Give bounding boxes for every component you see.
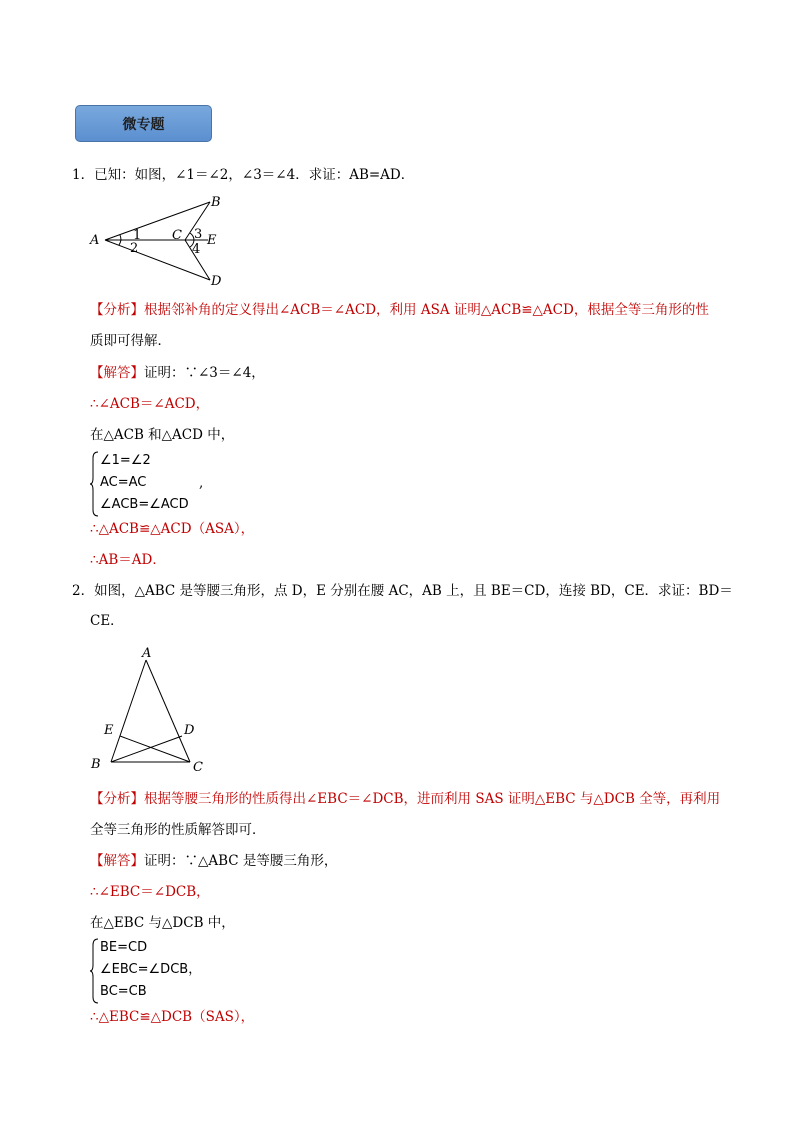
q2-solution bbox=[90, 852, 337, 870]
q1-step4: ∴AB＝AD． bbox=[90, 552, 166, 568]
q1-sys-line1: ∠1=∠2 bbox=[100, 453, 151, 468]
q1-sys-line3: ∠ACB=∠ACD bbox=[100, 497, 189, 512]
q2-brace bbox=[89, 938, 99, 1004]
q2-analysis-line1: 【分析】根据等腰三角形的性质得出∠EBC＝∠DCB，进而利用 SAS 证明△EBC 与△DCB 全等，再利用 bbox=[90, 791, 721, 807]
q1-angle-4: 4 bbox=[192, 242, 201, 257]
q1-label-C: C bbox=[172, 228, 182, 243]
q1-sys-line2: AC=AC bbox=[100, 475, 147, 490]
q2-stem-line2: CE． bbox=[90, 613, 124, 629]
q1-angle-1: 1 bbox=[133, 228, 142, 243]
q2-analysis-line2: 全等三角形的性质解答即可． bbox=[90, 822, 266, 838]
q1-step1: ∴∠ACB＝∠ACD， bbox=[90, 396, 210, 412]
q2-step1: ∴∠EBC＝∠DCB， bbox=[90, 884, 210, 900]
q2-solution-text: 证明：∵△ABC 是等腰三角形， bbox=[144, 853, 338, 869]
q1-solution-text: 证明：∵∠3＝∠4， bbox=[144, 365, 265, 381]
q2-sys-line3: BC=CB bbox=[100, 984, 147, 999]
q2-step2: 在△EBC 与△DCB 中， bbox=[90, 915, 235, 931]
q1-stem: 1．已知：如图，∠1＝∠2，∠3＝∠4．求证：AB=AD． bbox=[72, 167, 415, 183]
q1-analysis-line2: 质即可得解． bbox=[90, 333, 171, 349]
q1-label-E: E bbox=[207, 233, 217, 248]
q2-sys-line2: ∠EBC=∠DCB， bbox=[100, 962, 202, 977]
q1-angle-3: 3 bbox=[194, 227, 203, 242]
q2-solution-label: 【解答】 bbox=[90, 853, 144, 869]
q1-solution bbox=[90, 364, 265, 382]
q1-figure bbox=[86, 192, 236, 290]
q1-label-D: D bbox=[211, 274, 222, 289]
q2-label-D: D bbox=[184, 723, 195, 738]
q2-label-B: B bbox=[91, 757, 101, 772]
q1-brace bbox=[89, 451, 99, 517]
q2-stem-line1: 2．如图，△ABC 是等腰三角形，点 D，E 分别在腰 AC，AB 上，且 BE＝CD，连接 BD，CE．求证：BD＝ bbox=[72, 583, 733, 599]
q2-label-A: A bbox=[142, 646, 152, 661]
q1-system bbox=[100, 450, 189, 516]
q1-sys-comma: , bbox=[199, 475, 204, 491]
q2-label-E: E bbox=[104, 723, 114, 738]
q2-figure bbox=[86, 643, 216, 775]
q2-sys-line1: BE=CD bbox=[100, 940, 148, 955]
q1-analysis-line1: 【分析】根据邻补角的定义得出∠ACB＝∠ACD，利用 ASA 证明△ACB≌△ACD，根据全等三角形的性 bbox=[90, 302, 709, 318]
q1-angle-2: 2 bbox=[130, 241, 139, 256]
q2-system bbox=[100, 937, 201, 1003]
q1-solution-label: 【解答】 bbox=[90, 365, 144, 381]
q1-step3: ∴△ACB≌△ACD（ASA）， bbox=[90, 521, 255, 537]
q1-label-B: B bbox=[211, 195, 221, 210]
section-badge: 微专题 bbox=[75, 105, 212, 142]
q2-label-C: C bbox=[193, 760, 203, 775]
q1-step2: 在△ACB 和△ACD 中， bbox=[90, 427, 235, 443]
q2-step3: ∴△EBC≌△DCB（SAS）， bbox=[90, 1009, 255, 1025]
q1-label-A: A bbox=[90, 233, 100, 248]
